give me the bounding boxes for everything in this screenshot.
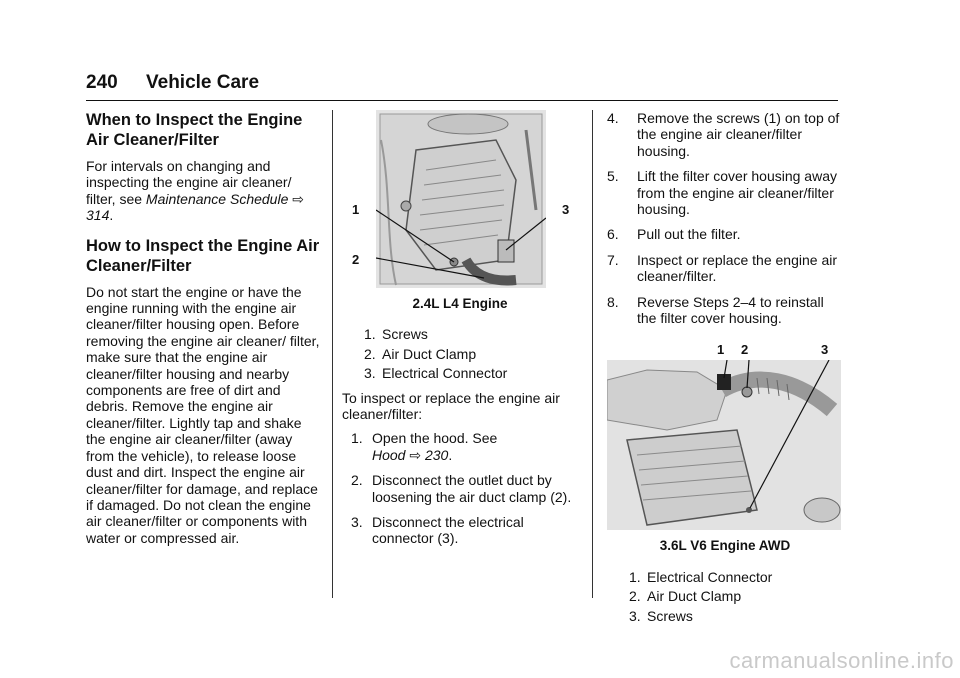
figure2-legend <box>607 569 843 624</box>
legend-item <box>607 608 843 624</box>
step-text: Open the hood. See <box>372 430 498 447</box>
legend-num: 1. <box>629 568 641 585</box>
legend-label: Electrical Connector <box>382 365 508 382</box>
step-num: 7. <box>607 251 619 268</box>
step-end: . <box>448 446 453 463</box>
column-right <box>607 110 843 632</box>
step-num: 8. <box>607 293 619 310</box>
callout-3: 3 <box>821 342 829 358</box>
legend-label: Air Duct Clamp <box>647 588 742 605</box>
intervals-end: . <box>109 207 114 224</box>
step-item <box>607 252 843 285</box>
callout-3: 3 <box>562 202 570 217</box>
step-item <box>607 226 843 242</box>
callout-1: 1 <box>352 202 360 217</box>
step-text: Pull out the filter. <box>637 226 741 243</box>
figure1-caption: 2.4L L4 Engine <box>412 296 508 311</box>
legend-item <box>342 326 578 342</box>
column-left <box>86 110 322 554</box>
step-item <box>607 168 843 217</box>
step-num: 3. <box>351 514 363 531</box>
legend-item <box>607 588 843 604</box>
legend-num: 3. <box>629 607 641 624</box>
step-num: 2. <box>351 472 363 489</box>
page-header <box>86 72 838 101</box>
column-divider-1 <box>332 110 333 598</box>
engine-illustration-3-6l <box>607 360 841 530</box>
step-text: Lift the filter cover housing away from the engine air cleaner/filter housing. <box>637 168 837 218</box>
callout-1: 1 <box>717 342 725 358</box>
heading-when-to-inspect: When to Inspect the Engine Air Cleaner/Filter <box>86 111 303 149</box>
maintenance-schedule-link[interactable]: Maintenance Schedule <box>145 190 289 207</box>
step-text: Disconnect the outlet duct by loosening the air duct clamp (2). <box>372 472 572 505</box>
figure1-legend <box>342 326 578 381</box>
step-item <box>342 472 578 505</box>
step-text: Inspect or replace the engine air cleaner/filter. <box>637 251 838 285</box>
heading-how-to-inspect: How to Inspect the Engine Air Cleaner/Filter <box>86 236 320 275</box>
step-num: 5. <box>607 168 619 185</box>
hood-link[interactable]: Hood <box>372 446 406 463</box>
legend-label: Electrical Connector <box>647 568 773 585</box>
legend-item <box>342 346 578 362</box>
step-item <box>342 514 578 547</box>
section-title: Vehicle Care <box>146 72 260 93</box>
legend-num: 2. <box>364 345 376 362</box>
engine-illustration-2-4l <box>376 110 546 288</box>
step-text: Reverse Steps 2–4 to reinstall the filter cover housing. <box>637 293 824 327</box>
step-text: Disconnect the electrical connector (3). <box>372 514 524 547</box>
step-item <box>607 110 843 159</box>
legend-num: 1. <box>364 326 376 343</box>
step-num: 4. <box>607 110 619 126</box>
legend-label: Screws <box>382 326 428 343</box>
callout-2: 2 <box>741 342 749 358</box>
legend-label: Screws <box>647 607 693 624</box>
callout-2: 2 <box>352 252 360 267</box>
watermark: carmanualsonline.info <box>729 648 954 673</box>
intervals-text: For intervals on changing and inspecting the engine air cleaner/ filter, see <box>86 158 292 207</box>
step-num: 6. <box>607 226 619 243</box>
procedure-steps-1 <box>342 430 578 546</box>
legend-item <box>342 365 578 381</box>
step-item <box>607 294 843 327</box>
figure2-caption: 3.6L V6 Engine AWD <box>659 538 791 554</box>
procedure-intro: To inspect or replace the engine air cleaner/filter: <box>342 389 560 423</box>
intervals-paragraph <box>86 158 322 224</box>
hood-ref[interactable]: ⇨ 230 <box>409 446 449 463</box>
engine-figure-3-6l <box>607 342 841 532</box>
legend-num: 2. <box>629 588 641 605</box>
step-item <box>342 430 578 463</box>
column-middle <box>342 110 578 556</box>
step-text: Remove the screws (1) on top of the engine air cleaner/filter housing. <box>637 110 840 159</box>
legend-label: Air Duct Clamp <box>382 345 477 362</box>
page-number: 240 <box>86 72 118 93</box>
maintenance-schedule-ref[interactable]: ⇨ 314 <box>86 190 304 224</box>
step-num: 1. <box>351 430 363 447</box>
legend-item <box>607 569 843 585</box>
procedure-steps-2 <box>607 110 843 326</box>
column-divider-2 <box>592 110 593 598</box>
legend-num: 3. <box>364 365 376 382</box>
inspect-paragraph: Do not start the engine or have the engine running with the engine air cleaner/filter housing open. Before removing the engine air cleaner/ filter, make sure that the engine air cleaner/filter housing and nearby components are free of dirt and debris. Remove the engine air cleaner/filter. Lightly tap and shake the engine air cleaner/filter (away from the vehicle), to release loose dust and dirt. Inspect the engine air cleaner/filter for damage, and replace if damaged. Do not clean the engine air cleaner/filter or components with water or compressed air. <box>86 283 320 546</box>
engine-figure-2-4l <box>352 110 570 288</box>
